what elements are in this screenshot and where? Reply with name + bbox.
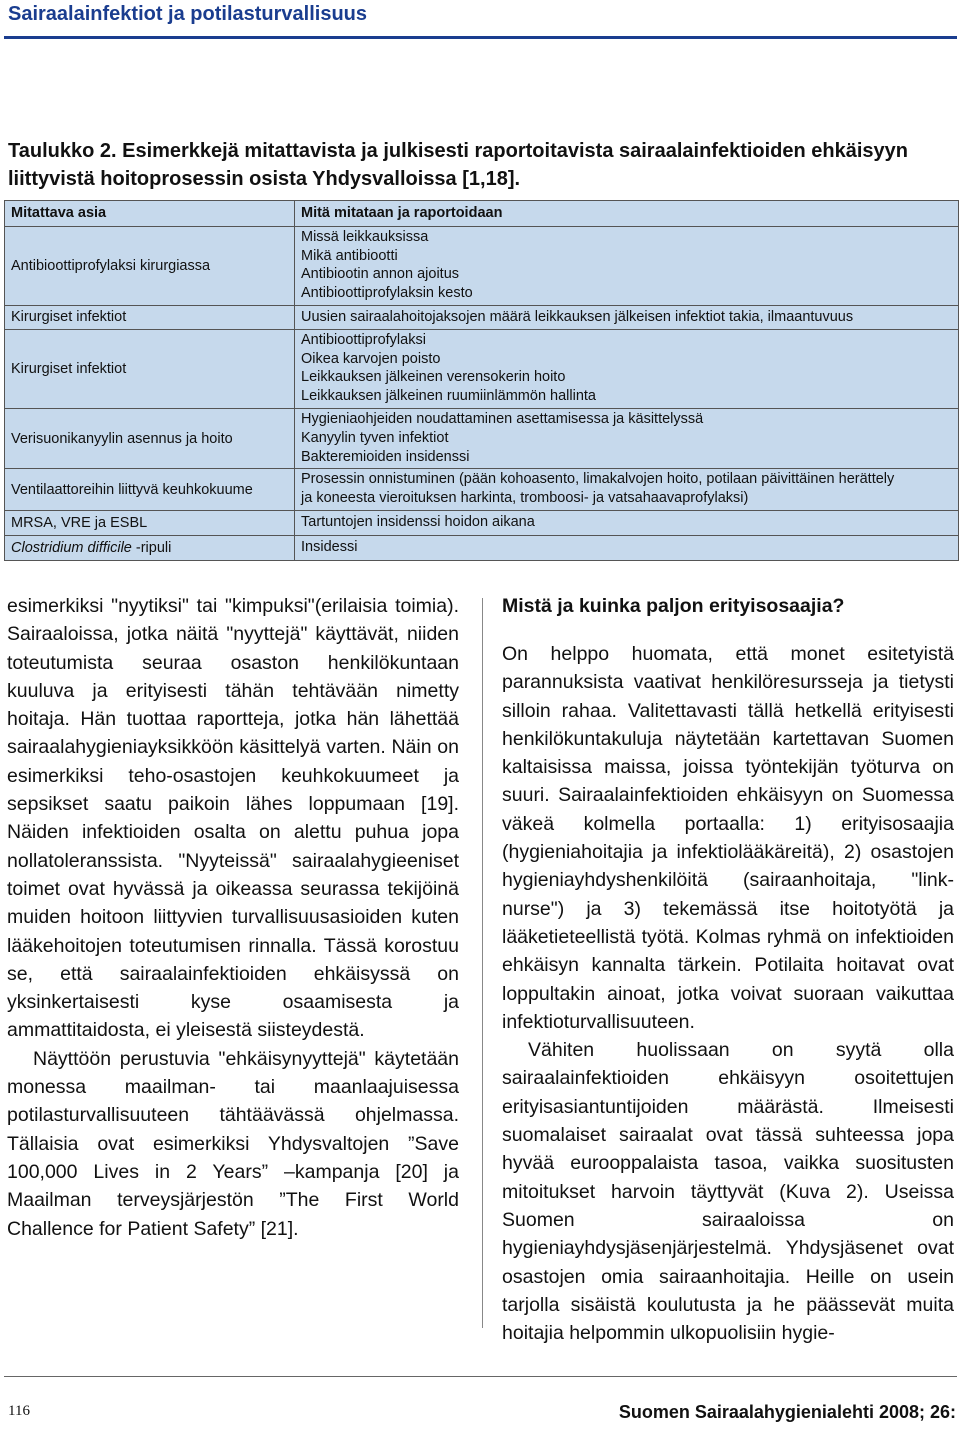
table-cell-line: Hygieniaohjeiden noudattaminen asettamisessa ja käsittelyssä (301, 410, 704, 427)
organism-name: Clostridium difficile (11, 539, 132, 556)
table-row (5, 305, 958, 329)
section-heading: Mistä ja kuinka paljon erityisosaajia? (502, 595, 845, 617)
table-cell-left (5, 536, 295, 560)
table-row (5, 408, 958, 468)
body-paragraph: Näyttöön perustuvia "ehkäisynyyttejä" käytetään monessa maailman- tai maanlaajuisessa potilasturvallisuuteen tähtäävässä ohjelmassa. Tällaisia ovat esimerkiksi Yhdysvaltojen ”Save 100,000 Lives in 2 Years” –kampanja [20] ja Maailman terveysjärjestön ”The First World Challence for Patient Safety” [21]. (7, 1047, 459, 1240)
body-column-left (7, 592, 459, 1243)
table-cell-line: Antibiootin annon ajoitus (301, 266, 460, 283)
footer-divider (4, 1376, 957, 1377)
table-row (5, 226, 958, 305)
table-cell-left: Antibioottiprofylaksi kirurgiassa (5, 227, 295, 305)
table-row (5, 468, 958, 510)
table-cell-right (295, 469, 958, 510)
table-cell-line: Mikä antibiootti (301, 247, 398, 264)
organism-suffix: -ripuli (131, 539, 172, 556)
table-cell-right (295, 227, 958, 305)
table-row (5, 510, 958, 535)
table-cell-line: Insidessi (301, 538, 358, 555)
body-paragraph: esimerkiksi "nyytiksi" tai "kimpuksi"(erilaisia toimia). Sairaaloissa, jotka näitä "nyyttejä" käyttävät, niiden toteutumista seuraa osaston henkilökuntaan kuuluva ja erityisesti tähän tehtävään nimetty hoitaja. Hän tuottaa raportteja, jotka hän lähettää sairaalahygieniayksikköön käsittelyä varten. Näin on esimerkiksi teho-osastojen keuhkokuumeet ja sepsikset saatu paikoin lähes loppumaan [19]. Näiden infektioiden osalta on alettu puhua jopa nollatoleranssista. "Nyyteissä" sairaalahygieeniset toimet ovat hyvässä ja oikeassa seurassa tekijöinä muiden hoitoon liittyvien turvallisuusasioiden kuten lääkehoitojen toteutumisen rinnalla. Tässä korostuu se, että sairaalainfektioiden ehkäisyssä on yksinkertaisesti kyse osaamisesta ja ammattitaidosta, ei yleisestä siisteydestä. (7, 595, 459, 1042)
table-header-row (5, 201, 958, 226)
journal-citation: Suomen Sairaalahygienialehti 2008; 26: (618, 1402, 956, 1422)
table-cell-line: Bakteremioiden insidenssi (301, 448, 470, 465)
table-cell-line: Prosessin onnistuminen (pään kohoasento, limakalvojen hoito, potilaan päivittäinen herättely (301, 471, 895, 488)
table-cell-line: Oikea karvojen poisto (301, 350, 441, 367)
table-cell-left: Kirurgiset infektiot (5, 306, 295, 329)
table-row (5, 329, 958, 408)
running-header-title: Sairaalainfektiot ja potilasturvallisuus (8, 3, 368, 25)
table-cell-line: Uusien sairaalahoitojaksojen määrä leikkauksen jälkeisen infektiot takia, ilmaantuvuus (301, 308, 854, 325)
body-paragraph: On helppo huomata, että monet esitetyistä parannuksista vaativat henkilöresursseja ja tietysti silloin rahaa. Valitettavasti tällä hetkellä erityisesti henkilökuntakuluja näytetään kartettavan Suomen kaltaisissa maissa, joissa työntekijän työturva on suuri. Sairaalainfektioiden ehkäisyyn on Suomessa väkeä kolmella portaalla: 1) erityisosaajia (hygieniahoitajia ja infektiolääkäreitä), 2) osastojen hygieniayhdyshenkilöitä (sairaanhoitaja, "link-nurse") ja 3) tekemässä itse hoitotyötä ja lääketieteellistä työtä. Kolmas ryhmä on infektioiden ehkäisyn kannalta tärkein. Potilaita hoitavat ovat loppultakin ainoat, jotka voivat suoraan vaikuttaa infektioturvallisuuteen. (502, 643, 954, 1033)
table-cell-line: Leikkauksen jälkeinen ruumiinlämmön hallinta (301, 388, 596, 405)
table-cell-left: MRSA, VRE ja ESBL (5, 511, 295, 535)
table-cell-line: Antibioottiprofylaksin kesto (301, 285, 473, 302)
table-cell-left: Verisuonikanyylin asennus ja hoito (5, 409, 295, 468)
table-cell-right (295, 409, 958, 468)
table-cell-right (295, 306, 958, 329)
table-cell-right (295, 330, 958, 408)
table-cell-right (295, 511, 958, 535)
info-table (4, 200, 959, 561)
body-column-right (502, 592, 954, 1347)
table-cell-right (295, 536, 958, 560)
table-caption: Taulukko 2. Esimerkkejä mitattavista ja julkisesti raportoitavista sairaalainfektioiden ehkäisyyn liittyvistä hoitoprosessin osista Yhdysvalloissa [1,18]. (8, 140, 909, 190)
table-row (5, 535, 958, 560)
table-cell-line: Leikkauksen jälkeinen verensokerin hoito (301, 369, 566, 386)
table-cell-left: Ventilaattoreihin liittyvä keuhkokuume (5, 469, 295, 510)
table-cell-line: Kanyylin tyven infektiot (301, 429, 449, 446)
table-cell-line: Missä leikkauksissa (301, 228, 429, 245)
page-number: 116 (8, 1403, 30, 1419)
table-cell-line: ja koneesta vieroituksen harkinta, tromboosi- ja vatsahaavaprofylaksi) (301, 490, 749, 507)
table-cell-line: Tartuntojen insidenssi hoidon aikana (301, 513, 535, 530)
column-divider (482, 598, 483, 1328)
body-paragraph: Vähiten huolissaan on syytä olla sairaalainfektioiden ehkäisyyn osoitettujen erityisasiantuntijoiden määrästä. Ilmeisesti suomalaiset sairaalat ovat tässä suhteessa jopa hyvää eurooppalaista tasoa, vaikka suositusten mitoitukset harvoin täyttyvät (Kuva 2). Useissa Suomen sairaaloissa on hygieniayhdysjäsenjärjestelmä. Yhdysjäsenet ovat osastojen omia sairaanhoitajia. Heille on usein tarjolla sisäistä koulutusta ja he päässevät muita hoitajia helpommin ulkopuolisiin hygie- (502, 1039, 954, 1345)
table-header-right: Mitä mitataan ja raportoidaan (301, 205, 503, 221)
table-cell-line: Antibioottiprofylaksi (301, 331, 426, 348)
table-cell-left: Kirurgiset infektiot (5, 330, 295, 408)
table-header-left: Mitattava asia (5, 201, 295, 226)
header-divider (4, 36, 957, 39)
